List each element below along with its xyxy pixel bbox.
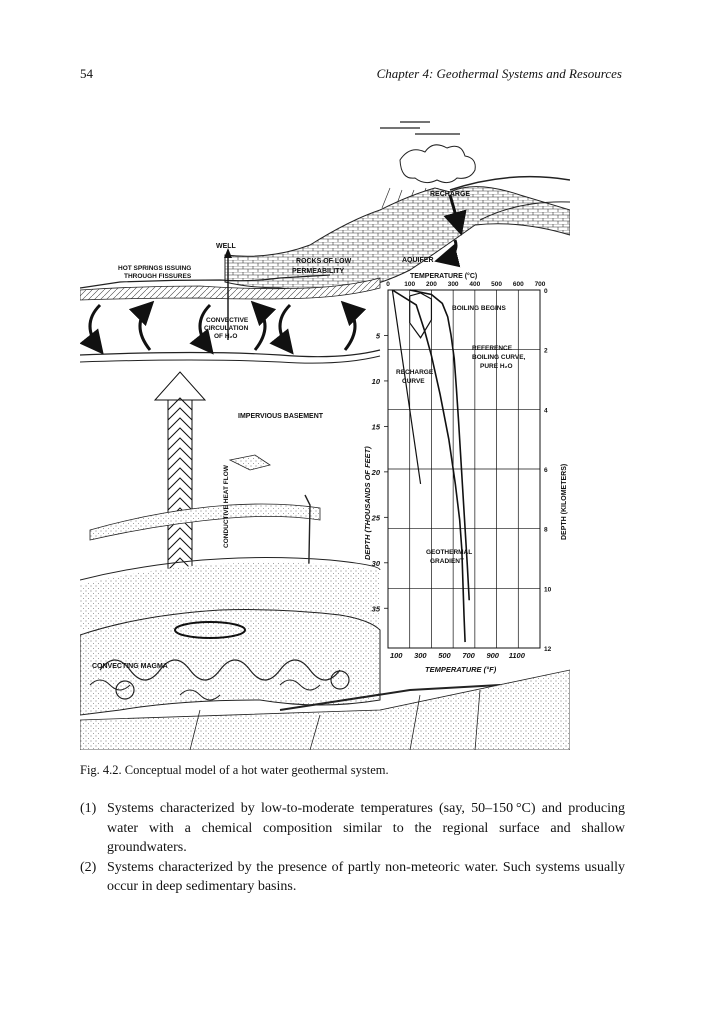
x-tick-bottom-label: 300 bbox=[414, 651, 427, 660]
chart-ylabel-left: DEPTH (THOUSANDS OF FEET) bbox=[363, 446, 372, 560]
x-tick-top-label: 200 bbox=[425, 281, 437, 288]
label-well: WELL bbox=[216, 243, 236, 250]
x-tick-top-label: 500 bbox=[491, 281, 503, 288]
annotation-recharge-1: RECHARGE bbox=[396, 369, 434, 376]
y-tick-right-label: 6 bbox=[544, 467, 548, 474]
x-tick-top-label: 700 bbox=[534, 281, 546, 288]
figure-caption: Fig. 4.2. Conceptual model of a hot water geothermal system. bbox=[80, 763, 389, 777]
label-rocks-1: ROCKS OF LOW bbox=[296, 258, 352, 265]
annotation-boiling-begins: BOILING BEGINS bbox=[452, 305, 506, 312]
label-convective-2: CIRCULATION bbox=[204, 325, 249, 332]
annotation-geothermal-1: GEOTHERMAL bbox=[426, 549, 473, 556]
label-convective-3: OF H₂O bbox=[214, 333, 238, 340]
label-convective-1: CONVECTIVE bbox=[206, 317, 249, 324]
y-tick-left-label: 20 bbox=[371, 467, 380, 477]
x-tick-top-label: 600 bbox=[512, 281, 524, 288]
chart-ylabel-right: DEPTH (KILOMETERS) bbox=[561, 463, 568, 540]
list-item-text: Systems characterized by the presence of partly non-meteoric water. Such systems usually occur in deep sedimentary basins. bbox=[107, 859, 625, 894]
list-item bbox=[80, 799, 625, 858]
annotation-reference-3: PURE H₂O bbox=[480, 363, 513, 370]
x-tick-top-label: 100 bbox=[404, 281, 416, 288]
x-tick-bottom-label: 500 bbox=[438, 651, 451, 660]
x-tick-bottom-label: 700 bbox=[462, 651, 475, 660]
list-item-number: (2) bbox=[80, 859, 97, 875]
sill-intrusion bbox=[90, 504, 320, 540]
label-rocks-2: PERMEABILITY bbox=[292, 268, 345, 275]
chart-title: TEMPERATURE (°C) bbox=[410, 273, 478, 280]
recharge-mountain bbox=[225, 187, 570, 291]
dike-intrusion bbox=[230, 455, 270, 470]
page-number: 54 bbox=[80, 66, 93, 81]
numbered-list bbox=[80, 799, 625, 897]
y-tick-left-label: 35 bbox=[371, 604, 380, 614]
x-tick-top-label: 300 bbox=[447, 281, 459, 288]
annotation-recharge-2: CURVE bbox=[402, 378, 425, 385]
label-hot-springs-1: HOT SPRINGS ISSUING bbox=[118, 265, 192, 272]
y-tick-right-label: 2 bbox=[544, 347, 548, 355]
y-tick-left-label: 30 bbox=[371, 558, 380, 568]
geothermal-diagram bbox=[80, 110, 570, 750]
temperature-depth-chart bbox=[363, 272, 568, 674]
y-tick-left-label: 25 bbox=[371, 513, 380, 523]
list-item-text: Systems characterized by low-to-moderate temperatures (say, 50–150 °C) and producing water with a chemical composition similar to the regional surface and shallow groundwaters. bbox=[107, 801, 625, 855]
y-tick-left-label: 5 bbox=[375, 331, 380, 341]
y-tick-left-label: 10 bbox=[371, 376, 380, 386]
label-impervious: IMPERVIOUS BASEMENT bbox=[238, 413, 324, 420]
y-tick-right-label: 12 bbox=[544, 646, 552, 653]
x-tick-bottom-label: 100 bbox=[389, 651, 403, 660]
list-item bbox=[80, 858, 625, 897]
x-tick-top-label: 0 bbox=[386, 281, 390, 288]
y-tick-right-label: 10 bbox=[544, 586, 552, 594]
running-head: Chapter 4: Geothermal Systems and Resources bbox=[376, 66, 622, 81]
x-tick-top-label: 400 bbox=[469, 281, 481, 288]
annotation-reference-1: REFERENCE bbox=[472, 345, 513, 352]
label-aquifer: AQUIFER bbox=[402, 257, 434, 264]
y-tick-right-label: 4 bbox=[544, 407, 548, 415]
list-item-number: (1) bbox=[80, 801, 97, 816]
annotation-geothermal-2: GRADIENT bbox=[430, 558, 464, 565]
label-hot-springs-2: THROUGH FISSURES bbox=[124, 273, 192, 280]
annotation-reference-2: BOILING CURVE, bbox=[472, 354, 526, 361]
label-conductive: CONDUCTIVE HEAT FLOW bbox=[223, 465, 230, 548]
y-tick-left-label: 15 bbox=[371, 422, 380, 432]
chart-xlabel-bottom: TEMPERATURE (°F) bbox=[425, 665, 497, 674]
y-tick-right-label: 8 bbox=[544, 526, 548, 534]
x-tick-bottom-label: 1100 bbox=[508, 651, 525, 660]
reservoir-base bbox=[80, 350, 380, 357]
x-tick-bottom-label: 900 bbox=[486, 651, 499, 660]
y-tick-right-label: 0 bbox=[544, 288, 548, 295]
figure bbox=[80, 110, 570, 750]
reservoir-base-2 bbox=[80, 356, 380, 363]
label-recharge: RECHARGE bbox=[430, 191, 471, 198]
label-magma: CONVECTING MAGMA bbox=[92, 663, 168, 670]
